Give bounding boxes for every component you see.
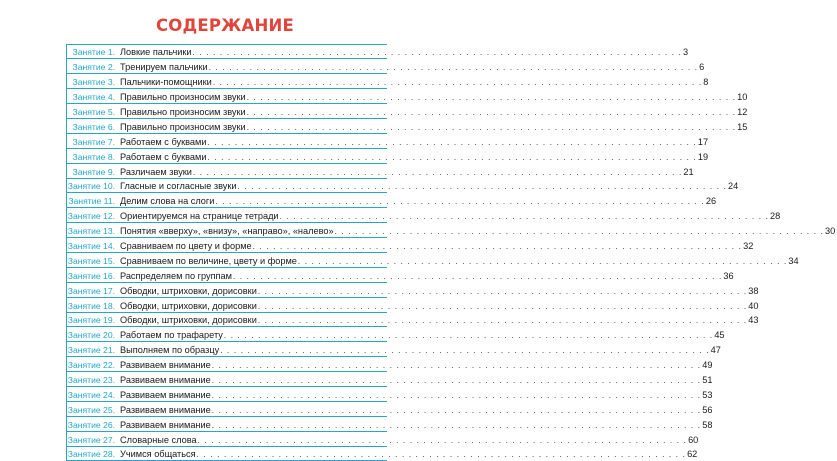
lesson-cell [67, 77, 120, 87]
toc-row [67, 357, 387, 372]
page-number: 62 [686, 449, 699, 459]
entry-title: Обводки, штриховки, дорисовки [120, 315, 258, 325]
entry-cell [120, 360, 714, 370]
lesson-number: Занятие 9. [1, 167, 119, 177]
page-number: 10 [736, 92, 749, 102]
dot-leader: . . . . . . . . . . . . . . . . . . . . . . . . . . . . . . . . . . . . . . . . . . . . . . . . . . . . . . . . . . . . . . . . . . . . . . . . [280, 212, 769, 221]
lesson-cell [67, 226, 120, 236]
entry-title: Гласные и согласные звуки [120, 181, 238, 191]
lesson-cell [67, 256, 120, 266]
lesson-number: Занятие 28. [1, 449, 119, 459]
lesson-cell [67, 211, 120, 221]
toc-row [67, 417, 387, 432]
page-number: 6 [698, 62, 706, 72]
lesson-number: Занятие 1. [1, 47, 119, 57]
entry-cell [120, 420, 714, 430]
lesson-cell [67, 405, 120, 415]
dot-leader: . . . . . . . . . . . . . . . . . . . . . . . . . . . . . . . . . . . . . . . . . . . . . . . . . . . . . . . . . . . . . . . . . . . . . . . . [193, 48, 682, 57]
lesson-cell [67, 345, 120, 355]
entry-title: Правильно произносим звуки [120, 92, 247, 102]
dot-leader: . . . . . . . . . . . . . . . . . . . . . . . . . . . . . . . . . . . . . . . . . . . . . . . . . . . . . . . . . . . . . . . . . . . . . . . . [212, 376, 701, 385]
lesson-cell [67, 360, 120, 370]
entry-title: Обводки, штриховки, дорисовки [120, 301, 258, 311]
lesson-cell [67, 315, 120, 325]
entry-cell [120, 137, 710, 147]
page-number: 21 [682, 167, 695, 177]
page-number: 56 [701, 405, 714, 415]
toc-row [67, 45, 387, 60]
entry-title: Работаем по трафарету [120, 330, 224, 340]
entry-title: Различаем звуки [120, 167, 193, 177]
lesson-number: Занятие 15. [1, 256, 119, 266]
entry-cell [120, 435, 700, 445]
lesson-cell [67, 435, 120, 445]
entry-cell [120, 315, 761, 325]
page-number: 8 [702, 77, 710, 87]
dot-leader: . . . . . . . . . . . . . . . . . . . . . . . . . . . . . . . . . . . . . . . . . . . . . . . . . . . . . . . . . . . . . . . . . . . . . . . . [213, 78, 702, 87]
toc-row [67, 283, 387, 298]
dot-leader: . . . . . . . . . . . . . . . . . . . . . . . . . . . . . . . . . . . . . . . . . . . . . . . . . . . . . . . . . . . . . . . . . . . . . . . . [212, 406, 701, 415]
lesson-number: Занятие 18. [1, 301, 119, 311]
lesson-cell [67, 449, 120, 459]
entry-cell [120, 62, 706, 72]
dot-leader: . . . . . . . . . . . . . . . . . . . . . . . . . . . . . . . . . . . . . . . . . . . . . . . . . . . . . . . . . . . . . . . . . . . . . . . . [298, 257, 787, 266]
dot-leader: . . . . . . . . . . . . . . . . . . . . . . . . . . . . . . . . . . . . . . . . . . . . . . . . . . . . . . . . . . . . . . . . . . . . . . . . [247, 123, 736, 132]
lesson-number: Занятие 2. [1, 62, 119, 72]
lesson-cell [67, 107, 120, 117]
lesson-cell [67, 301, 120, 311]
entry-title: Развиваем внимание [120, 405, 212, 415]
dot-leader: . . . . . . . . . . . . . . . . . . . . . . . . . . . . . . . . . . . . . . . . . . . . . . . . . . . . . . . . . . . . . . . . . . . . . . . . [198, 436, 687, 445]
toc-row [67, 89, 387, 104]
entry-title: Словарные слова [120, 435, 198, 445]
page-number: 49 [701, 360, 714, 370]
toc-row [67, 193, 387, 208]
lesson-number: Занятие 19. [1, 315, 119, 325]
page-number: 40 [747, 301, 760, 311]
lesson-number: Занятие 23. [1, 375, 119, 385]
dot-leader: . . . . . . . . . . . . . . . . . . . . . . . . . . . . . . . . . . . . . . . . . . . . . . . . . . . . . . . . . . . . . . . . . . . . . . . . [215, 197, 704, 206]
toc-row [67, 59, 387, 74]
entry-cell [120, 92, 749, 102]
dot-leader: . . . . . . . . . . . . . . . . . . . . . . . . . . . . . . . . . . . . . . . . . . . . . . . . . . . . . . . . . . . . . . . . . . . . . . . . [335, 227, 824, 236]
toc-row [67, 268, 387, 283]
lesson-cell [67, 271, 120, 281]
dot-leader: . . . . . . . . . . . . . . . . . . . . . . . . . . . . . . . . . . . . . . . . . . . . . . . . . . . . . . . . . . . . . . . . . . . . . . . . [258, 316, 747, 325]
page-number: 3 [682, 47, 690, 57]
entry-cell [120, 152, 710, 162]
entry-cell [120, 286, 761, 296]
entry-title: Понятия «вверху», «внизу», «направо», «налево» [120, 226, 335, 236]
toc-row [67, 223, 387, 238]
lesson-cell [67, 286, 120, 296]
lesson-number: Занятие 20. [1, 330, 119, 340]
lesson-cell [67, 137, 120, 147]
entry-cell [120, 196, 718, 206]
lesson-number: Занятие 24. [1, 390, 119, 400]
entry-title: Делим слова на слоги [120, 196, 215, 206]
page-number: 26 [705, 196, 718, 206]
lesson-number: Занятие 6. [1, 122, 119, 132]
page-number: 38 [747, 286, 760, 296]
entry-title: Ориентируемся на странице тетради [120, 211, 280, 221]
page-number: 58 [701, 420, 714, 430]
lesson-number: Занятие 21. [1, 345, 119, 355]
lesson-number: Занятие 13. [1, 226, 119, 236]
lesson-number: Занятие 3. [1, 77, 119, 87]
page-number: 32 [742, 241, 755, 251]
toc-row [67, 402, 387, 417]
toc-row [67, 372, 387, 387]
lesson-cell [67, 181, 120, 191]
entry-title: Учимся общаться [120, 449, 197, 459]
lesson-cell [67, 390, 120, 400]
entry-cell [120, 449, 699, 459]
dot-leader: . . . . . . . . . . . . . . . . . . . . . . . . . . . . . . . . . . . . . . . . . . . . . . . . . . . . . . . . . . . . . . . . . . . . . . . . [207, 138, 696, 147]
dot-leader: . . . . . . . . . . . . . . . . . . . . . . . . . . . . . . . . . . . . . . . . . . . . . . . . . . . . . . . . . . . . . . . . . . . . . . . . [212, 421, 701, 430]
toc-row [67, 313, 387, 328]
lesson-number: Занятие 5. [1, 107, 119, 117]
lesson-cell [67, 122, 120, 132]
entry-title: Развиваем внимание [120, 420, 212, 430]
entry-cell [120, 390, 714, 400]
page-number: 36 [722, 271, 735, 281]
dot-leader: . . . . . . . . . . . . . . . . . . . . . . . . . . . . . . . . . . . . . . . . . . . . . . . . . . . . . . . . . . . . . . . . . . . . . . . . [197, 450, 686, 459]
page-number: 30 [824, 226, 837, 236]
toc-row [67, 74, 387, 89]
toc-row [67, 298, 387, 313]
entry-cell [120, 375, 714, 385]
entry-cell [120, 167, 696, 177]
dot-leader: . . . . . . . . . . . . . . . . . . . . . . . . . . . . . . . . . . . . . . . . . . . . . . . . . . . . . . . . . . . . . . . . . . . . . . . . [212, 391, 701, 400]
page-number: 28 [769, 211, 782, 221]
entry-title: Распределяем по группам [120, 271, 233, 281]
entry-title: Работаем с буквами [120, 152, 207, 162]
toc-row [67, 208, 387, 223]
toc-row [67, 164, 387, 179]
page-title: СОДЕРЖАНИЕ [0, 16, 450, 35]
lesson-number: Занятие 22. [1, 360, 119, 370]
lesson-cell [67, 241, 120, 251]
page-number: 47 [710, 345, 723, 355]
entry-cell [120, 241, 755, 251]
entry-cell [120, 330, 727, 340]
toc-row [67, 119, 387, 134]
page-number: 45 [713, 330, 726, 340]
dot-leader: . . . . . . . . . . . . . . . . . . . . . . . . . . . . . . . . . . . . . . . . . . . . . . . . . . . . . . . . . . . . . . . . . . . . . . . . [209, 63, 698, 72]
page-number: 12 [736, 107, 749, 117]
page-number: 34 [787, 256, 800, 266]
entry-title: Развиваем внимание [120, 375, 212, 385]
dot-leader: . . . . . . . . . . . . . . . . . . . . . . . . . . . . . . . . . . . . . . . . . . . . . . . . . . . . . . . . . . . . . . . . . . . . . . . . [193, 168, 682, 177]
entry-title: Пальчики-помощники [120, 77, 213, 87]
page-number: 53 [701, 390, 714, 400]
toc-row [67, 179, 387, 194]
page-number: 43 [747, 315, 760, 325]
page-number: 60 [687, 435, 700, 445]
toc-row [67, 238, 387, 253]
lesson-cell [67, 62, 120, 72]
page-number: 15 [736, 122, 749, 132]
entry-cell [120, 181, 740, 191]
lesson-cell [67, 167, 120, 177]
dot-leader: . . . . . . . . . . . . . . . . . . . . . . . . . . . . . . . . . . . . . . . . . . . . . . . . . . . . . . . . . . . . . . . . . . . . . . . . [247, 93, 736, 102]
entry-cell [120, 301, 761, 311]
entry-title: Ловкие пальчики [120, 47, 193, 57]
lesson-number: Занятие 10. [1, 181, 119, 191]
entry-title: Правильно произносим звуки [120, 107, 247, 117]
lesson-number: Занятие 12. [1, 211, 119, 221]
entry-cell [120, 271, 736, 281]
page-number: 51 [701, 375, 714, 385]
page-number: 24 [727, 181, 740, 191]
entry-title: Правильно произносим звуки [120, 122, 247, 132]
lesson-cell [67, 196, 120, 206]
toc-row [67, 134, 387, 149]
dot-leader: . . . . . . . . . . . . . . . . . . . . . . . . . . . . . . . . . . . . . . . . . . . . . . . . . . . . . . . . . . . . . . . . . . . . . . . . [258, 287, 747, 296]
dot-leader: . . . . . . . . . . . . . . . . . . . . . . . . . . . . . . . . . . . . . . . . . . . . . . . . . . . . . . . . . . . . . . . . . . . . . . . . [238, 182, 727, 191]
lesson-number: Занятие 7. [1, 137, 119, 147]
entry-cell [120, 226, 837, 236]
lesson-number: Занятие 14. [1, 241, 119, 251]
toc-row [67, 342, 387, 357]
lesson-number: Занятие 27. [1, 435, 119, 445]
entry-cell [120, 405, 714, 415]
entry-cell [120, 345, 723, 355]
entry-cell [120, 122, 749, 132]
lesson-cell [67, 92, 120, 102]
toc-row [67, 387, 387, 402]
dot-leader: . . . . . . . . . . . . . . . . . . . . . . . . . . . . . . . . . . . . . . . . . . . . . . . . . . . . . . . . . . . . . . . . . . . . . . . . [212, 361, 701, 370]
entry-title: Сравниваем по величине, цвету и форме [120, 256, 298, 266]
lesson-number: Занятие 11. [1, 196, 119, 206]
dot-leader: . . . . . . . . . . . . . . . . . . . . . . . . . . . . . . . . . . . . . . . . . . . . . . . . . . . . . . . . . . . . . . . . . . . . . . . . [224, 331, 713, 340]
lesson-number: Занятие 25. [1, 405, 119, 415]
entry-cell [120, 256, 801, 266]
lesson-number: Занятие 17. [1, 286, 119, 296]
lesson-cell [67, 375, 120, 385]
dot-leader: . . . . . . . . . . . . . . . . . . . . . . . . . . . . . . . . . . . . . . . . . . . . . . . . . . . . . . . . . . . . . . . . . . . . . . . . [253, 242, 742, 251]
lesson-cell [67, 420, 120, 430]
dot-leader: . . . . . . . . . . . . . . . . . . . . . . . . . . . . . . . . . . . . . . . . . . . . . . . . . . . . . . . . . . . . . . . . . . . . . . . . [220, 346, 709, 355]
entry-title: Развиваем внимание [120, 360, 212, 370]
toc-row [67, 447, 387, 461]
lesson-cell [67, 152, 120, 162]
toc-row [67, 104, 387, 119]
dot-leader: . . . . . . . . . . . . . . . . . . . . . . . . . . . . . . . . . . . . . . . . . . . . . . . . . . . . . . . . . . . . . . . . . . . . . . . . [207, 153, 696, 162]
toc-row [67, 149, 387, 164]
lesson-number: Занятие 4. [1, 92, 119, 102]
lesson-number: Занятие 26. [1, 420, 119, 430]
entry-title: Развиваем внимание [120, 390, 212, 400]
lesson-number: Занятие 16. [1, 271, 119, 281]
entry-title: Тренируем пальчики [120, 62, 209, 72]
toc-row [67, 327, 387, 342]
lesson-number: Занятие 8. [1, 152, 119, 162]
toc-row [67, 432, 387, 447]
lesson-cell [67, 47, 120, 57]
entry-cell [120, 107, 749, 117]
toc-table [66, 44, 387, 461]
dot-leader: . . . . . . . . . . . . . . . . . . . . . . . . . . . . . . . . . . . . . . . . . . . . . . . . . . . . . . . . . . . . . . . . . . . . . . . . [233, 272, 722, 281]
dot-leader: . . . . . . . . . . . . . . . . . . . . . . . . . . . . . . . . . . . . . . . . . . . . . . . . . . . . . . . . . . . . . . . . . . . . . . . . [258, 302, 747, 311]
entry-title: Сравниваем по цвету и форме [120, 241, 253, 251]
entry-cell [120, 77, 710, 87]
page-number: 19 [697, 152, 710, 162]
dot-leader: . . . . . . . . . . . . . . . . . . . . . . . . . . . . . . . . . . . . . . . . . . . . . . . . . . . . . . . . . . . . . . . . . . . . . . . . [247, 108, 736, 117]
entry-title: Выполняем по образцу [120, 345, 220, 355]
entry-title: Обводки, штриховки, дорисовки [120, 286, 258, 296]
page-number: 17 [697, 137, 710, 147]
entry-cell [120, 211, 782, 221]
toc-row [67, 253, 387, 268]
lesson-cell [67, 330, 120, 340]
entry-cell [120, 47, 690, 57]
entry-title: Работаем с буквами [120, 137, 207, 147]
